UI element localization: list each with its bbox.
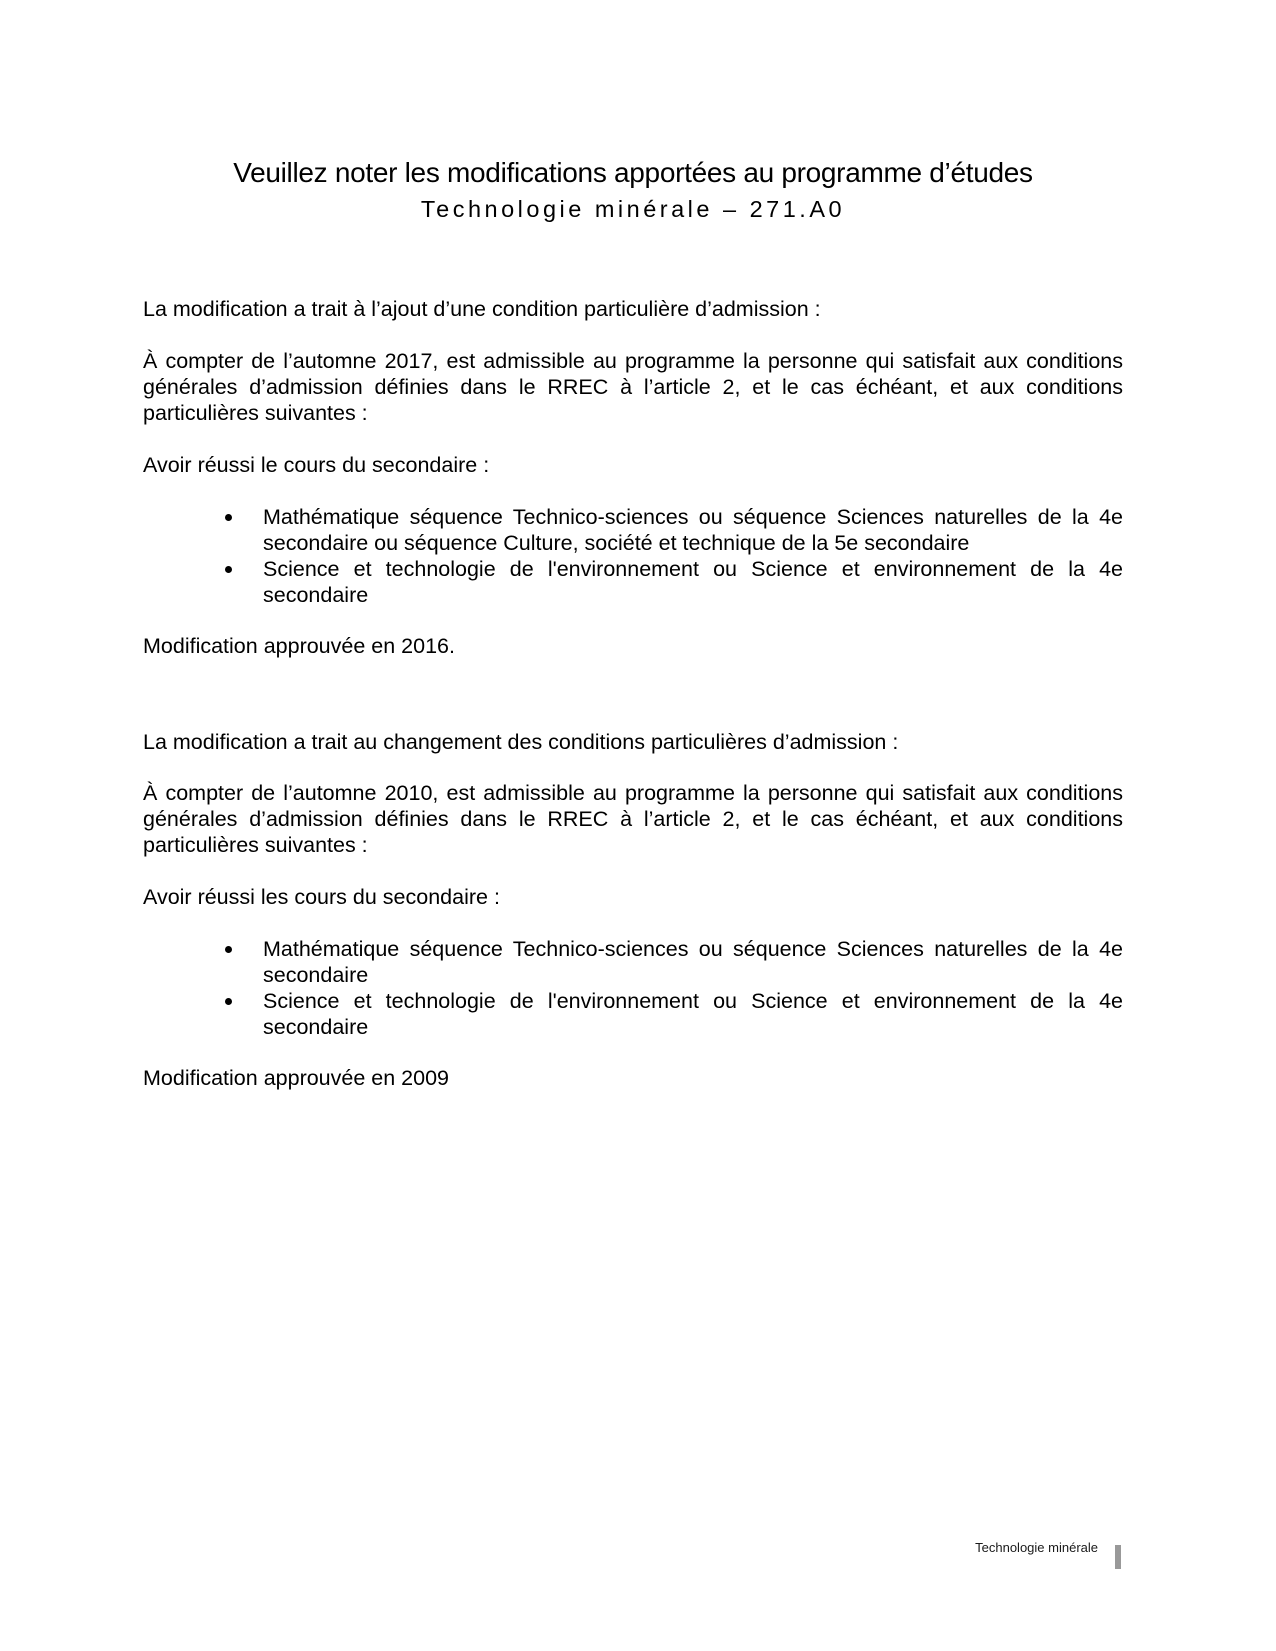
section1-lead-in: Avoir réussi le cours du secondaire : [143,453,490,477]
list-item [143,988,1123,1040]
section1-body: À compter de l’automne 2017, est admissible au programme la personne qui satisfait aux conditions générales d’admission définies dans le RREC à l’article 2, et le cas échéant, et aux conditions particulières suivantes : [143,349,1123,425]
section2-intro: La modification a trait au changement des conditions particulières d’admission : [143,730,899,754]
list-item-text: Science et technologie de l'environnement ou Science et environnement de la 4e secondaire [263,989,1123,1039]
doc-title: Veuillez noter les modifications apportées au programme d’études [233,157,1033,188]
doc-subtitle: Technologie minérale – 271.A0 [420,196,846,222]
section1-intro: La modification a trait à l’ajout d’une condition particulière d’admission : [143,297,821,321]
footer-bar [1115,1545,1121,1569]
list-item [143,556,1123,608]
bullet-icon [225,946,232,953]
list-item [143,504,1123,556]
bullet-icon [225,566,232,573]
footer-program-label: Technologie minérale [975,1540,1098,1555]
list-item-text: Mathématique séquence Technico-sciences ou séquence Sciences naturelles de la 4e secondaire [263,937,1123,987]
section1-bullet-list [143,504,1123,608]
section2-lead-in: Avoir réussi les cours du secondaire : [143,885,500,909]
bullet-icon [225,514,232,521]
list-item-text: Mathématique séquence Technico-sciences ou séquence Sciences naturelles de la 4e secondaire ou séquence Culture, société et technique de la 5e secondaire [263,505,1123,555]
section2-bullet-list [143,936,1123,1040]
bullet-icon [225,998,232,1005]
section1-approval-note: Modification approuvée en 2016. [143,634,455,658]
section2-body: À compter de l’automne 2010, est admissible au programme la personne qui satisfait aux conditions générales d’admission définies dans le RREC à l’article 2, et le cas échéant, et aux conditions particulières suivantes : [143,781,1123,857]
section2-approval-note: Modification approuvée en 2009 [143,1066,449,1090]
list-item [143,936,1123,988]
list-item-text: Science et technologie de l'environnement ou Science et environnement de la 4e secondaire [263,557,1123,607]
